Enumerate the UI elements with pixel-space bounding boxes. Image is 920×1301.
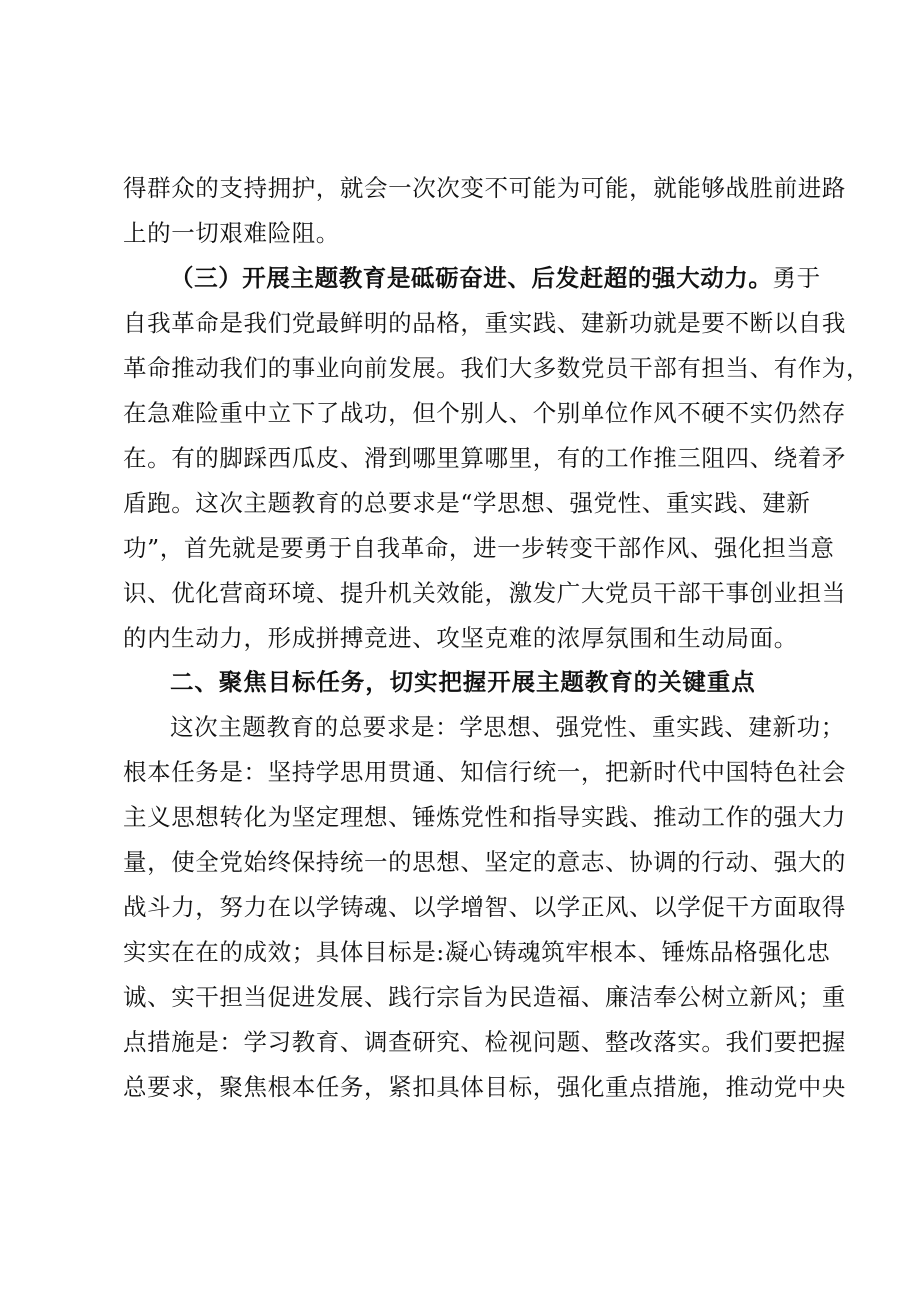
text-line-18: 实实在在的成效；具体目标是:凝心铸魂筑牢根本、锤炼品格强化忠	[123, 938, 831, 966]
text-line-17: 战斗力，努力在以学铸魂、以学增智、以学正风、以学促干方面取得	[123, 893, 846, 921]
text-line-5: 革命推动我们的事业向前发展。我们大多数党员干部有担当、有作为，	[123, 354, 871, 382]
text-line-1: 得群众的支持拥护，就会一次次变不可能为可能，就能够战胜前进路	[123, 174, 846, 202]
text-line-16: 量，使全党始终保持统一的思想、坚定的意志、协调的行动、强大的	[123, 848, 846, 876]
text-line-6: 在急难险重中立下了战功，但个别人、个别单位作风不硬不实仍然存	[123, 399, 846, 427]
text-line-13: 这次主题教育的总要求是：学思想、强党性、重实践、建新功；	[170, 713, 845, 741]
subsection-heading: （三）开展主题教育是砥砺奋进、后发赶超的强大动力。	[170, 264, 773, 292]
text-line-4: 自我革命是我们党最鲜明的品格，重实践、建新功就是要不断以自我	[123, 309, 846, 337]
text-line-21: 总要求，聚焦根本任务，紧扣具体目标，强化重点措施，推动党中央	[123, 1073, 846, 1101]
section-heading: 二、聚焦目标任务，切实把握开展主题教育的关键重点	[170, 668, 756, 696]
text-line-11: 的内生动力，形成拼搏竞进、攻坚克难的浓厚氛围和生动局面。	[123, 624, 798, 652]
text-line-10: 识、优化营商环境、提升机关效能，激发广大党员干部干事创业担当	[123, 579, 846, 607]
text-line-2: 上的一切艰难险阻。	[123, 219, 340, 247]
subsection-lead-text: 勇于	[772, 264, 821, 292]
text-line-15: 主义思想转化为坚定理想、锤炼党性和指导实践、推动工作的强大力	[123, 803, 846, 831]
text-line-14: 根本任务是：坚持学思用贯通、知信行统一，把新时代中国特色社会	[123, 758, 846, 786]
text-line-9: 功”，首先就是要勇于自我革命，进一步转变干部作风、强化担当意	[123, 534, 835, 562]
text-line-19: 诚、实干担当促进发展、践行宗旨为民造福、廉洁奉公树立新风；重	[123, 983, 846, 1011]
text-line-8: 盾跑。这次主题教育的总要求是“学思想、强党性、重实践、建新	[123, 489, 811, 517]
text-line-7: 在。有的脚踩西瓜皮、滑到哪里算哪里，有的工作推三阻四、绕着矛	[123, 444, 846, 472]
subsection-paragraph-line	[170, 258, 870, 298]
text-line-20: 点措施是：学习教育、调查研究、检视问题、整改落实。我们要把握	[123, 1028, 846, 1056]
